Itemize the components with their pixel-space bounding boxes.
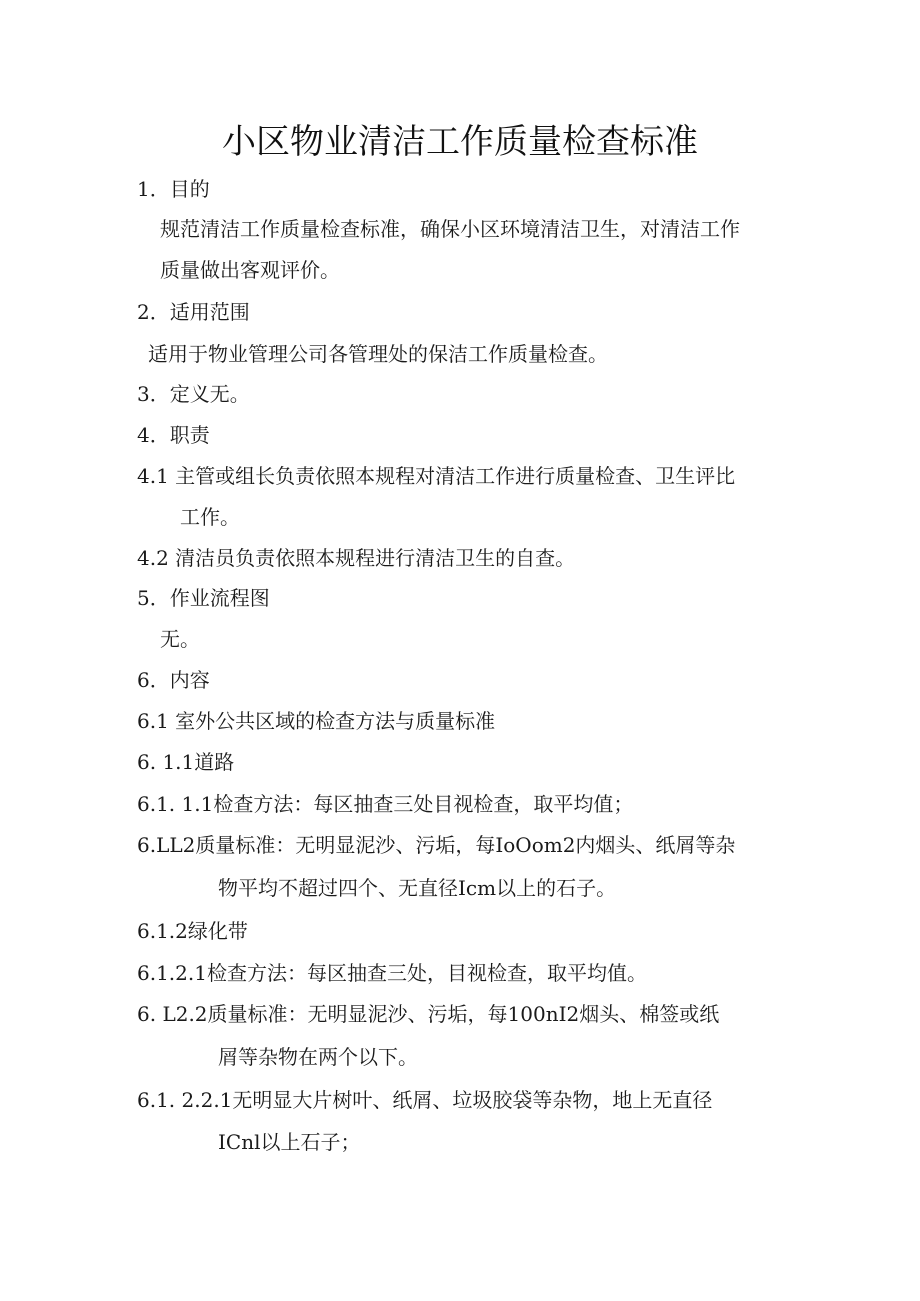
clause-line: 6. L2.2质量标准：无明显泥沙、污垢，每100nI2烟头、棉签或纸 bbox=[137, 1002, 720, 1026]
clause-continuation: 工作。 bbox=[180, 505, 240, 529]
clause-line: 6. 1.1道路 bbox=[137, 750, 235, 774]
clause-line: 6.1.2绿化带 bbox=[137, 919, 248, 943]
document-title: 小区物业清洁工作质量检查标准 bbox=[222, 122, 698, 162]
clause-line: 4.2 清洁员负责依照本规程进行清洁卫生的自查。 bbox=[137, 546, 576, 570]
paragraph-line: 适用于物业管理公司各管理处的保洁工作质量检查。 bbox=[148, 342, 608, 366]
clause-line: 6.LL2质量标准：无明显泥沙、污垢，每IoOom2内烟头、纸屑等杂 bbox=[137, 833, 736, 857]
section-heading-content: 6．内容 bbox=[137, 668, 210, 692]
section-heading-definition: 3．定义无。 bbox=[137, 382, 250, 406]
paragraph-line: 规范清洁工作质量检查标准，确保小区环境清洁卫生，对清洁工作 bbox=[160, 217, 740, 241]
clause-continuation: ICnl以上石子； bbox=[218, 1130, 361, 1154]
clause-line: 6.1 室外公共区域的检查方法与质量标准 bbox=[137, 709, 496, 733]
section-heading-purpose: 1．目的 bbox=[137, 177, 210, 201]
section-heading-scope: 2．适用范围 bbox=[137, 300, 250, 324]
clause-line: 6.1. 1.1检查方法：每区抽查三处目视检查，取平均值； bbox=[137, 792, 634, 816]
section-heading-flowchart: 5．作业流程图 bbox=[137, 586, 270, 610]
paragraph-line: 质量做出客观评价。 bbox=[160, 258, 340, 282]
paragraph-line: 无。 bbox=[160, 627, 200, 651]
clause-line: 6.1. 2.2.1无明显大片树叶、纸屑、垃圾胶袋等杂物，地上无直径 bbox=[137, 1088, 713, 1112]
clause-continuation: 物平均不超过四个、无直径Icm以上的石子。 bbox=[218, 876, 617, 900]
clause-continuation: 屑等杂物在两个以下。 bbox=[218, 1045, 418, 1069]
section-heading-duties: 4．职责 bbox=[137, 423, 210, 447]
clause-line: 6.1.2.1检查方法：每区抽查三处，目视检查，取平均值。 bbox=[137, 961, 647, 985]
clause-line: 4.1 主管或组长负责依照本规程对清洁工作进行质量检查、卫生评比 bbox=[137, 464, 736, 488]
